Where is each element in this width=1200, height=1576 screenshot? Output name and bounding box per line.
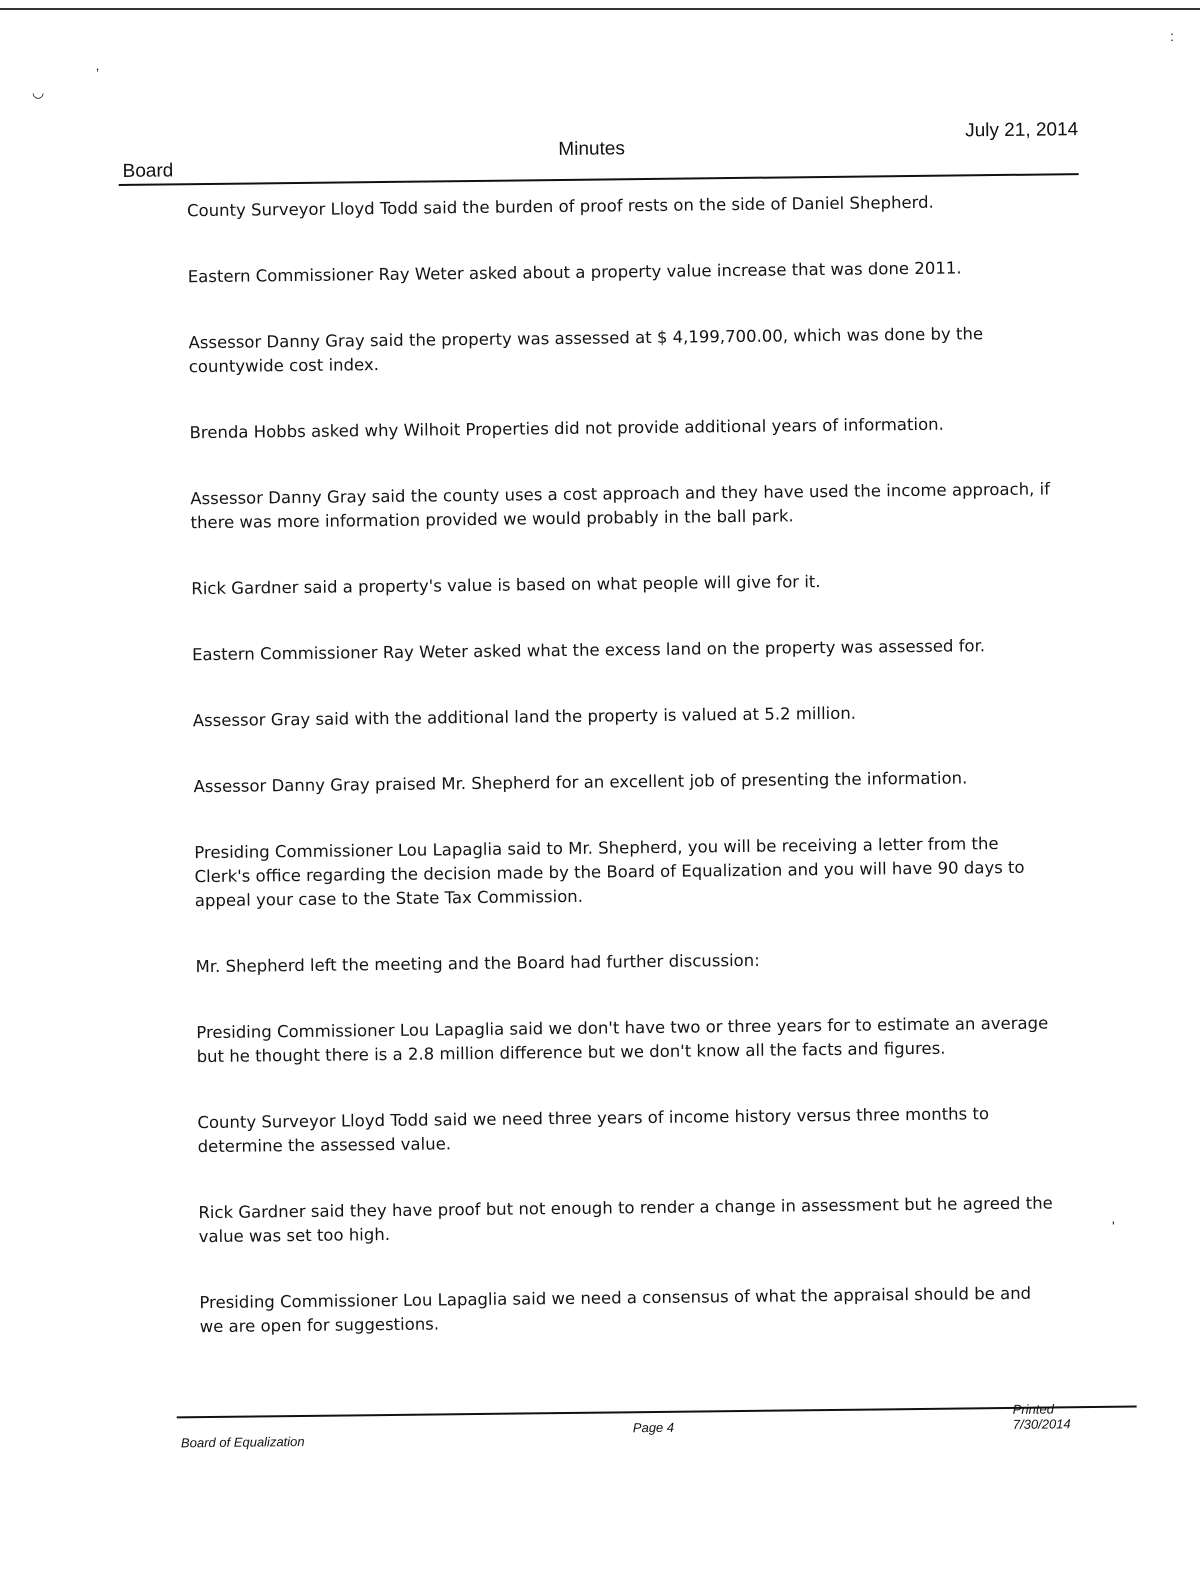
footer-board-name: Board of Equalization: [180, 1433, 305, 1451]
minutes-page: [118, 109, 1093, 1450]
footer-printed-date: Printed 7/30/2014: [1012, 1401, 1071, 1432]
minutes-paragraph: Rick Gardner said a property's value is based on what people will give for it.: [191, 572, 821, 599]
footer-page-number: Page 4: [632, 1419, 675, 1436]
header-date: July 21, 2014: [965, 119, 1079, 142]
header-board-label: Board: [122, 160, 174, 182]
minutes-paragraph: County Surveyor Lloyd Todd said the burden of proof rests on the side of Daniel Shepherd.: [186, 192, 934, 221]
minutes-paragraph: County Surveyor Lloyd Todd said we need three years of income history versus three months to determine the assessed value.: [197, 1104, 990, 1157]
minutes-paragraph: Assessor Danny Gray praised Mr. Shepherd for an excellent job of presenting the information.: [193, 768, 968, 797]
minutes-paragraph: Presiding Commissioner Lou Lapaglia said we don't have two or three years for to estimate an average but he thought there is a 2.8 million difference but we don't know all the facts and figures.: [196, 1013, 1049, 1067]
header-rule: [119, 173, 1079, 186]
scan-edge-line: [0, 8, 1200, 10]
minutes-paragraph: Brenda Hobbs asked why Wilhoit Properties did not provide additional years of information.: [189, 414, 944, 443]
minutes-paragraph: Rick Gardner said they have proof but not enough to render a change in assessment but he agreed the value was set too high.: [198, 1193, 1053, 1247]
minutes-paragraph: Mr. Shepherd left the meeting and the Board had further discussion:: [195, 950, 760, 977]
minutes-paragraph: Assessor Gray said with the additional land the property is valued at 5.2 million.: [192, 703, 857, 731]
minutes-body: [187, 189, 1060, 1381]
footer-rule: [177, 1406, 1137, 1419]
minutes-paragraph: Assessor Danny Gray said the property was assessed at $ 4,199,700.00, which was done by the countywide cost index.: [188, 324, 984, 377]
minutes-paragraph: Eastern Commissioner Ray Weter asked about a property value increase that was done 2011.: [187, 258, 962, 287]
scan-speck: ◡: [32, 84, 45, 100]
minutes-paragraph: Presiding Commissioner Lou Lapaglia said to Mr. Shepherd, you will be receiving a letter from the Clerk's office regarding the decision made by the Board of Equalization and you will have 90 days to appeal your case to the State Tax Commission.: [194, 834, 1025, 911]
scan-speck: ʹ: [1112, 1218, 1115, 1234]
minutes-paragraph: Eastern Commissioner Ray Weter asked what the excess land on the property was assessed for.: [191, 636, 986, 665]
minutes-paragraph: Presiding Commissioner Lou Lapaglia said we need a consensus of what the appraisal should be and we are open for suggestions.: [199, 1283, 1032, 1337]
page-header: [118, 109, 1079, 180]
header-minutes-label: Minutes: [558, 138, 626, 161]
minutes-paragraph: Assessor Danny Gray said the county uses a cost approach and they have used the income approach, if there was more information provided we would probably in the ball park.: [190, 479, 1051, 533]
scan-speck: :: [1170, 28, 1174, 44]
scan-speck: ʼ: [96, 66, 100, 82]
